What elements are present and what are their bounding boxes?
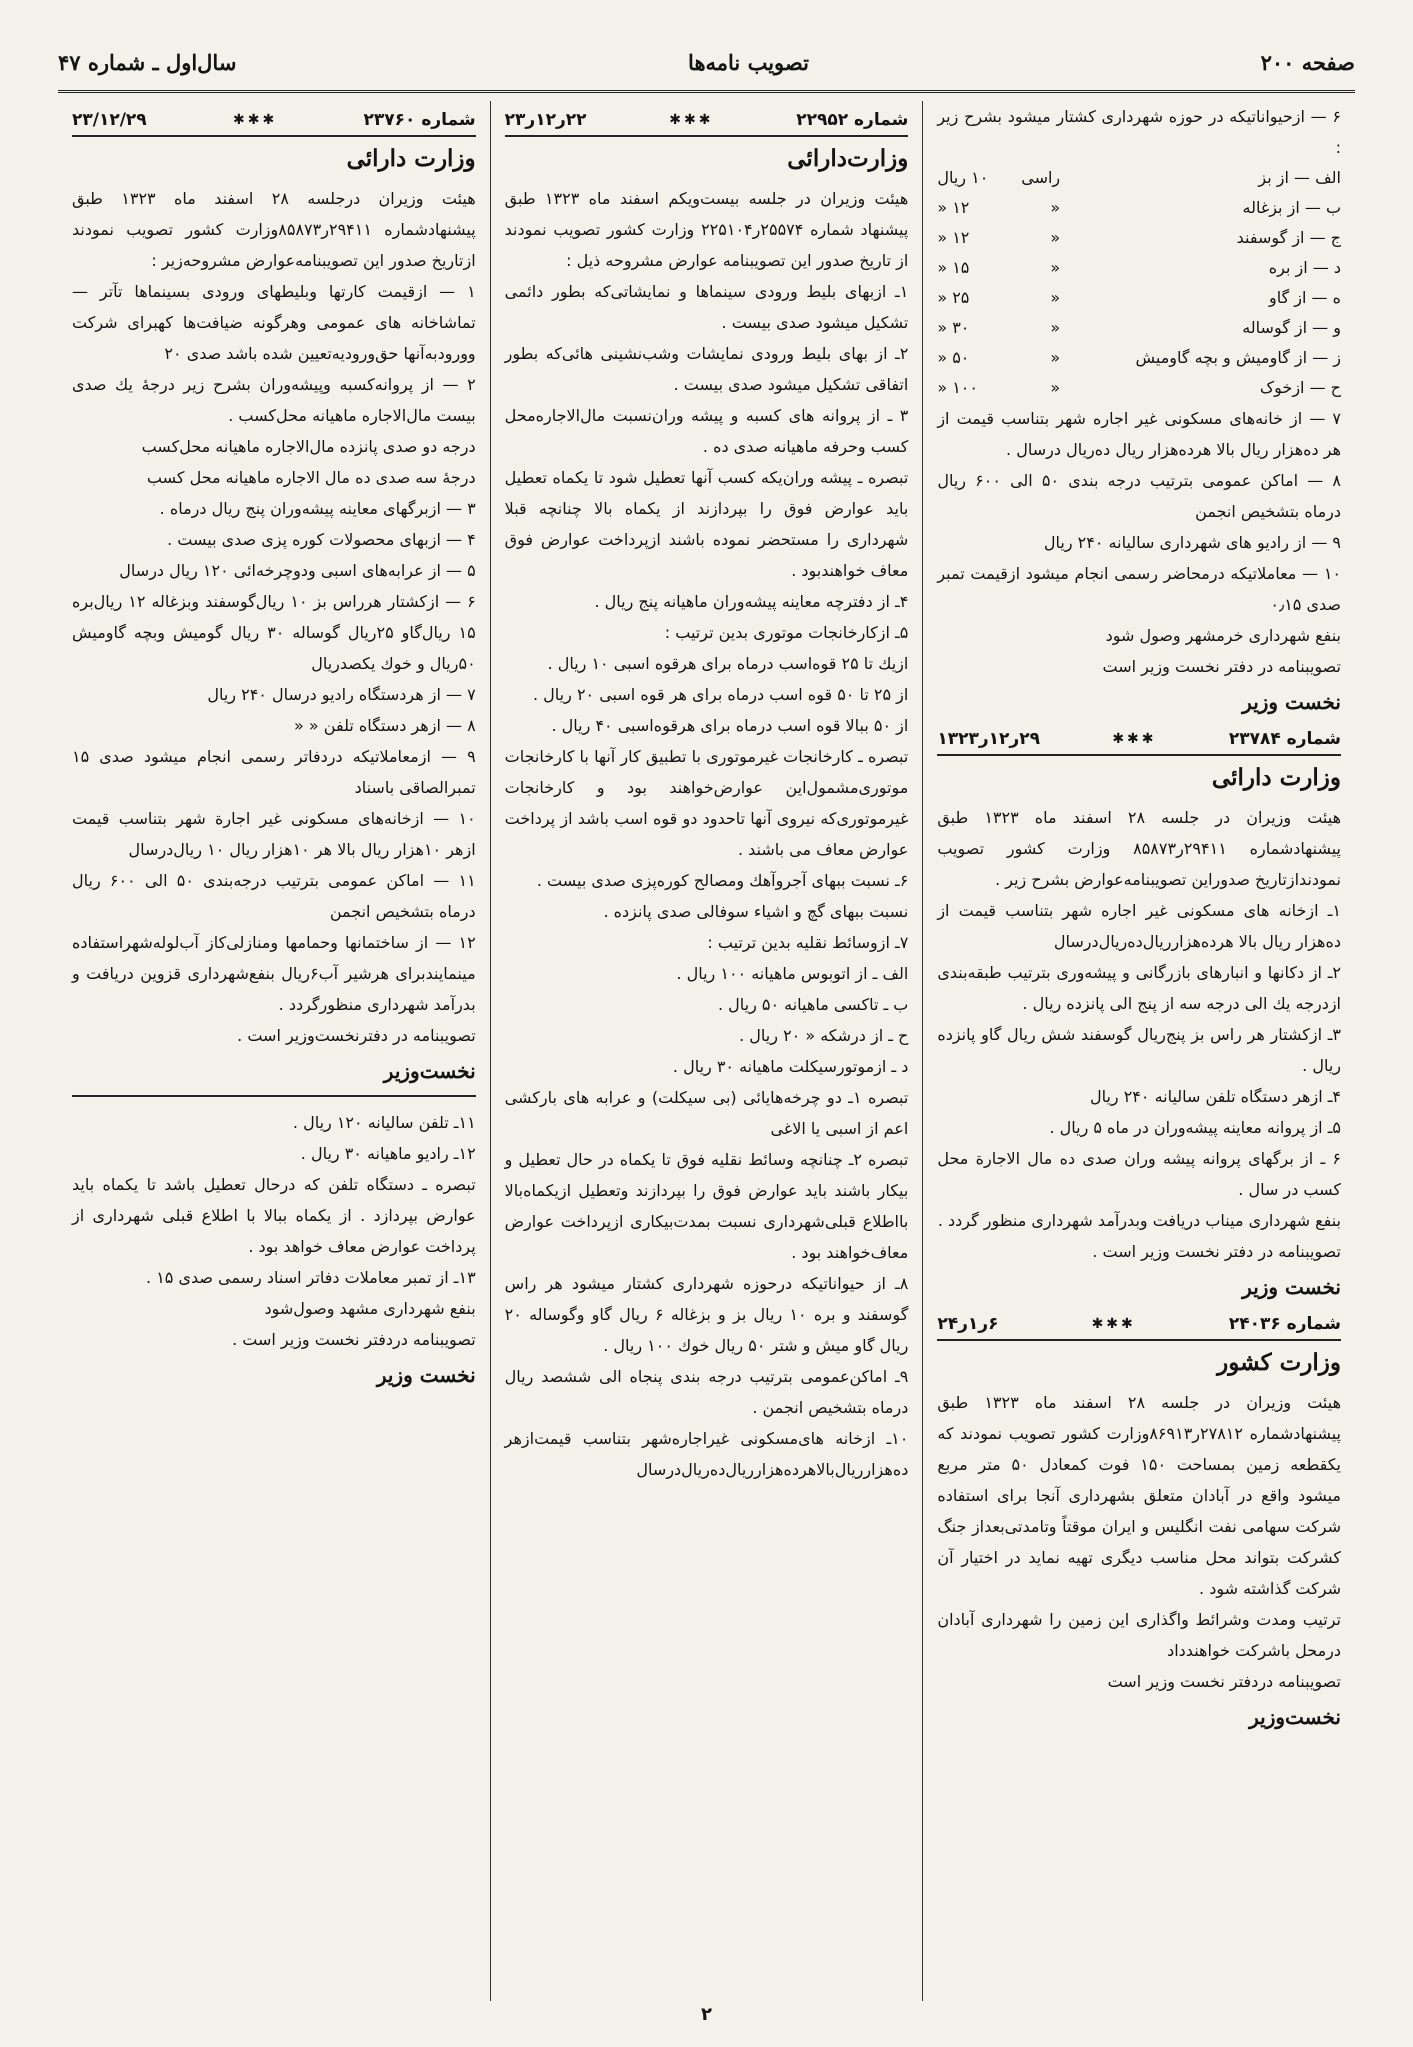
column-left xyxy=(58,101,491,2001)
rate-unit: « xyxy=(1050,348,1061,367)
column-middle xyxy=(491,101,924,2001)
paragraph: ۷ـ ازوسائط نقلیه بدین ترتیب : xyxy=(707,933,909,952)
decree-number: شماره ۲۲۹۵۲ xyxy=(796,110,909,130)
paragraph: ۶ — ازکشتار هرراس بز ۱۰ ریال‌گوسفند وبزغاله ۱۲ ریال‌بره ۱۵ ریال‌گاو ۲۵ریال گوساله ۳۰ ریال گومیش وبچه گاومیش ۵۰ریال و خوك یکصدریال xyxy=(71,592,476,673)
ministry-title: وزارت کشور xyxy=(1217,1349,1341,1376)
paragraph: ۱۰ـ ازخانه های‌مسکونی غیراجاره‌شهر بتناسب قیمت‌ازهر ده‌هزارریال‌بالاهرده‌هزارریال‌ده‌ریال‌درسال xyxy=(504,1429,909,1479)
signature: نخست‌وزیر xyxy=(383,1059,476,1083)
page-label: صفحه ۲۰۰ xyxy=(1260,49,1355,75)
rate-row xyxy=(937,343,1341,373)
paragraph: ۱۲ـ رادیو ماهیانه ۳۰ ریال . xyxy=(300,1144,476,1163)
paragraph: هیئت وزیران در جلسه ۲۸ اسفند ماه ۱۳۲۳ طبق پیشنهادشماره ۲۹۴۱۱ر۸۵۸۷۳ وزارت کشور تصویب نمودندازتاریخ صدوراین تصویبنامه‌عوارض بشرح زیر . xyxy=(937,808,1341,889)
stars-ornament: ✱✱✱ xyxy=(1091,1316,1136,1332)
decree-intro: ۶ — ازحیواناتیکه در حوزه شهرداری کشتار میشود بشرح زیر : xyxy=(937,107,1341,157)
decree-header xyxy=(505,105,909,137)
decree-header xyxy=(72,105,476,137)
ministry-title: وزارت دارائی xyxy=(1211,764,1341,791)
slaughter-rate-table xyxy=(937,163,1341,403)
paragraph: ۷ — از هردستگاه رادیو درسال ۲۴۰ ریال xyxy=(207,685,476,704)
paragraph: ۷ — از خانه‌های مسکونی غیر اجاره شهر بتناسب قیمت از هر ده‌هزار ریال بالا هرده‌هزار ریال ده‌ریال درسال . xyxy=(937,409,1341,459)
paragraph: ۲ـ از بهای بلیط ورودی نمایشات وشب‌نشینی هائی‌که بطور اتفاقی تشکیل میشود صدی بیست . xyxy=(504,344,909,394)
paragraph: بنفع شهرداری مشهد وصول‌شود xyxy=(264,1299,476,1318)
paragraph: ب ـ تاکسی ماهیانه ۵۰ ریال . xyxy=(717,995,909,1014)
rate-item: الف — از بز xyxy=(1258,168,1341,187)
rate-unit: « xyxy=(1050,318,1061,337)
paragraph: ۶ـ نسبت ببهای آجروآهك ومصالح کوره‌پزی صدی بیست . xyxy=(536,871,909,890)
stars-ornament: ✱✱✱ xyxy=(1112,731,1157,747)
paragraph: تبصره ـ کارخانجات غیرموتوری با تطبیق کار آنها با کارخانجات موتوری‌مشمول‌این عوارض‌خواهند بود و کارخانجات غیرموتوری‌که نیروی آنها تاحدود دو قوه اسب باشد از پرداخت عوارض معاف می باشند . xyxy=(504,747,909,859)
rate-value: ۲۵ « xyxy=(937,288,970,307)
paragraph: نسبت ببهای گچ و اشیاء سوفالی صدی پانزده . xyxy=(603,902,909,921)
rate-row xyxy=(937,253,1341,283)
paragraph: تبصره ـ دستگاه تلفن که درحال تعطیل باشد تا یکماه باید عوارض بپردازد . از یکماه ببالا با اطلاع قبلی شهرداری از پرداخت عوارض معاف خواهد بود . xyxy=(71,1175,476,1256)
paragraph: تبصره ۱ـ دو چرخه‌هایائی (بی سیکلت) و عرابه های بارکشی اعم از اسبی یا الاغی xyxy=(504,1088,909,1138)
paragraph: هیئت وزیران در جلسه بیست‌ویکم اسفند ماه ۱۳۲۳ طبق پیشنهاد شماره ۲۵۵۷۴ر۲۲۵۱۰۴ وزارت کشور تصویب نمودند از تاریخ صدور این تصویبنامه عوارض مشروحه ذیل : xyxy=(504,189,909,270)
decree-header xyxy=(937,724,1341,756)
paragraph: ۶ ـ از برگهای پروانه پیشه وران صدی ده مال الاجارة محل کسب در سال . xyxy=(937,1149,1341,1199)
rate-row xyxy=(937,223,1341,253)
paragraph: درجهٔ سه صدی ده مال الاجاره ماهیانه محل کسب xyxy=(146,468,476,487)
paragraph: ۱۱ — اماکن عمومی بترتیب درجه‌بندی ۵۰ الی ۶۰۰ ریال درماه بتشخیص انجمن xyxy=(71,871,476,921)
signature: نخست‌وزیر xyxy=(1249,1705,1341,1729)
paragraph: ۵ — از عرابه‌های اسبی ودوچرخه‌ائی ۱۲۰ ریال درسال xyxy=(119,561,476,580)
paragraph: ۳ — ازبرگهای معاینه پیشه‌وران پنج ریال درماه . xyxy=(159,499,476,518)
decree-number: شماره ۲۳۷۶۰ xyxy=(363,110,476,130)
paragraph: ۱ـ ازبهای بلیط ورودی سینماها و نمایشاتی‌که بطور دائمی تشکیل میشود صدی بیست . xyxy=(504,282,909,332)
paragraph: از ۲۵ تا ۵۰ قوه اسب درماه برای هر قوه اسبی ۲۰ ریال . xyxy=(533,685,909,704)
paragraph: ۵ـ از پروانه معاینه پیشه‌وران در ماه ۵ ریال . xyxy=(1049,1118,1341,1137)
paragraph: ۱۰ — معاملاتیکه درمحاضر رسمی انجام میشود ازقیمت تمبر صدی ۰٫۱۵ xyxy=(937,564,1341,614)
paragraph: ترتیب ومدت وشرائط واگذاری این زمین را شهرداری آبادان درمحل باشرکت خواهندداد xyxy=(937,1610,1341,1660)
paragraph: هیئت وزیران درجلسه ۲۸ اسفند ماه ۱۳۲۳ طبق پیشنهادشماره ۲۹۴۱۱ر۸۵۸۷۳وزارت کشور تصویب نمودند ازتاریخ صدور این تصویبنامه‌عوارض مشروحه‌زیر : xyxy=(71,189,476,270)
issue-label: سال‌اول ـ شماره ۴۷ xyxy=(58,49,237,75)
rate-value: ۱۰۰ « xyxy=(937,378,978,397)
paragraph: تصویبنامه در دفترنخست‌وزیر است . xyxy=(237,1026,476,1045)
rate-item: ز — از گاومیش و بچه گاومیش xyxy=(1135,348,1341,367)
paragraph: ۱ـ ازخانه های مسکونی غیر اجاره شهر بتناسب قیمت از ده‌هزار ریال بالا هرده‌هزارریال‌ده‌ریال‌درسال xyxy=(937,901,1341,951)
rate-row xyxy=(937,373,1341,403)
rate-row xyxy=(937,193,1341,223)
paragraph: ۱ — ازقیمت کارتها وبلیطهای ورودی بسینماها تآتر — تماشاخانه های عمومی وهرگونه ضیافت‌ها کهبرای شرکت وورودبه‌آنها حق‌ورودیه‌تعیین شده باشد صدی ۲۰ xyxy=(71,282,476,363)
rate-row xyxy=(937,283,1341,313)
paragraph: درجه دو صدی پانزده مال‌الاجاره ماهیانه محل‌کسب xyxy=(141,437,476,456)
paragraph: ۱۳ـ از تمبر معاملات دفاتر اسناد رسمی صدی ۱۵ . xyxy=(146,1268,476,1287)
rate-item: ب — از بزغاله xyxy=(1242,198,1341,217)
paragraph: ۹ — ازمعاملاتیکه دردفاتر رسمی انجام میشود صدی ۱۵ تمبرالصاقی باسناد xyxy=(71,747,476,797)
rate-value: ۳۰ « xyxy=(937,318,970,337)
rate-item: ه — از گاو xyxy=(1268,288,1341,307)
paragraph: ۴ — ازبهای محصولات کوره پزی صدی بیست . xyxy=(167,530,476,549)
section-title: تصویب نامه‌ها xyxy=(688,49,809,75)
paragraph: الف ـ از اتوبوس ماهیانه ۱۰۰ ریال . xyxy=(676,964,909,983)
page-number: ۲ xyxy=(701,2004,712,2025)
rate-value: ۱۲ « xyxy=(937,198,970,217)
rate-row xyxy=(937,313,1341,343)
paragraph: ۹ـ اماکن‌عمومی بترتیب درجه بندی پنجاه الی ششصد ریال درماه بتشخیص انجمن . xyxy=(504,1367,909,1417)
rate-value: ۵۰ « xyxy=(937,348,970,367)
decree-date: ۶ر۱ر۲۴ xyxy=(937,1314,999,1334)
paragraph: ۸ — اماکن عمومی بترتیب درجه بندی ۵۰ الی ۶۰۰ ریال درماه بتشخیص انجمن xyxy=(937,471,1341,521)
paragraph: تبصره ـ پیشه وران‌یکه کسب آنها تعطیل شود تا یکماه تعطیل باید عوارض فوق را بپردازند از یکماه بالا چنانچه قبلا شهرداری را مستحضر نموده باشند ازپرداخت عوارض فوق معاف خواهندبود . xyxy=(504,468,909,580)
paragraph: تصویبنامه در دفتر نخست وزیر است xyxy=(1102,657,1341,676)
decree-header xyxy=(937,1309,1341,1341)
rate-unit: « xyxy=(1050,228,1061,247)
rate-value: ۱۵ « xyxy=(937,258,970,277)
stars-ornament: ✱✱✱ xyxy=(233,112,278,128)
paragraph: ۵ـ ازکارخانجات موتوری بدین ترتیب : xyxy=(664,623,909,642)
paragraph: د ـ ازموتورسیکلت ماهیانه ۳۰ ریال . xyxy=(672,1057,909,1076)
rate-item: و — از گوساله xyxy=(1242,318,1341,337)
rate-value: ۱۲ « xyxy=(937,228,970,247)
paragraph: ۳ ـ از پروانه های کسبه و پیشه وران‌نسبت مال‌الاجاره‌محل کسب وحرفه ماهیانه صدی ده . xyxy=(504,406,909,456)
paragraph: ۳ـ ازکشتار هر راس بز پنج‌ریال گوسفند شش ریال گاو پانزده ریال . xyxy=(937,1025,1341,1075)
rate-item: ح — ازخوک xyxy=(1259,378,1341,397)
signature: نخست وزیر xyxy=(1242,690,1341,714)
paragraph: بنفع شهرداری میناب دریافت وبدرآمد شهرداری منظور گردد . xyxy=(937,1211,1341,1230)
column-right xyxy=(923,101,1355,2001)
paragraph: ۱۲ — از ساختمانها وحمامها ومنازلی‌کاز آب‌لوله‌شهراستفاده مینمایندبرای هرشیر آب۶ریال بنفع‌شهرداری قزوین دریافت و بدرآمد شهرداری منظورگردد . xyxy=(71,933,476,1014)
paragraph: ۸ — ازهر دستگاه تلفن « « xyxy=(294,716,476,735)
paragraph: از ۵۰ ببالا قوه اسب درماه برای هرقوه‌اسبی ۴۰ ریال . xyxy=(551,716,909,735)
decree-date: ۲۲ر۱۲ر۲۳ xyxy=(504,110,587,130)
running-head xyxy=(58,34,1355,93)
paragraph: ۹ — از رادیو های شهرداری سالیانه ۲۴۰ ریال xyxy=(1043,533,1341,552)
ministry-title: وزارت‌دارائی xyxy=(787,145,909,172)
rate-item: ج — از گوسفند xyxy=(1236,228,1341,247)
decree-number: شماره ۲۴۰۳۶ xyxy=(1228,1314,1341,1334)
signature: نخست وزیر xyxy=(1242,1275,1341,1299)
paragraph: ۲ — از پروانه‌کسبه وپیشه‌وران بشرح زیر درجهٔ یك صدی بیست مال‌الاجاره ماهیانه محل‌کسب . xyxy=(71,375,476,425)
rate-unit: « xyxy=(1050,378,1061,397)
paragraph: ۴ـ ازهر دستگاه تلفن سالیانه ۲۴۰ ریال xyxy=(1089,1087,1341,1106)
decree-date: ۲۹ر۱۲ر۱۳۲۳ xyxy=(937,729,1040,749)
paragraph: ۴ـ از دفترچه معاینه پیشه‌وران ماهیانه پنج ریال . xyxy=(594,592,909,611)
decree-number: شماره ۲۳۷۸۴ xyxy=(1228,729,1341,749)
paragraph: ۱۰ — ازخانه‌های مسکونی غیر اجارة شهر بتناسب قیمت ازهر ۱۰هزار ریال بالا هر ۱۰هزار ریال ۱۰ ریال‌درسال xyxy=(71,809,476,859)
paragraph: ۱۱ـ تلفن سالیانه ۱۲۰ ریال . xyxy=(292,1113,476,1132)
rate-row xyxy=(937,163,1341,193)
columns xyxy=(58,101,1355,2001)
paragraph: تصویبنامه دردفتر نخست وزیر است xyxy=(1107,1672,1341,1691)
decree-date: ۲۳/۱۲/۲۹ xyxy=(72,110,147,130)
divider xyxy=(72,1095,476,1097)
paragraph: تصویبنامه دردفتر نخست وزیر است . xyxy=(232,1330,476,1349)
rate-unit: راسی xyxy=(1021,168,1061,187)
rate-unit: « xyxy=(1050,198,1061,217)
paragraph: ۲ـ از دکانها و انبارهای بازرگانی و پیشه‌وری بترتیب طبقه‌بندی ازدرجه یك الی درجه سه از پنج الی پانزده ریال . xyxy=(937,963,1341,1013)
stars-ornament: ✱✱✱ xyxy=(669,112,714,128)
signature: نخست وزیر xyxy=(376,1363,476,1387)
paragraph: تصویبنامه در دفتر نخست وزیر است . xyxy=(1092,1242,1341,1261)
rate-value: ۱۰ ریال xyxy=(937,168,989,187)
paragraph: تبصره ۲ـ چنانچه وسائط نقلیه فوق تا یکماه در حال تعطیل و بیکار باشند باید عوارض فوق را بپردازند وتعطیل ازیکماه‌بالا بااطلاع قبلی‌شهرداری نسبت بمدت‌بیکاری ازپرداخت عوارض معاف‌خواهند بود . xyxy=(504,1150,909,1262)
rate-unit: « xyxy=(1050,288,1061,307)
paragraph: هیئت وزیران در جلسه ۲۸ اسفند ماه ۱۳۲۳ طبق پیشنهادشماره ۲۷۸۱۲ر۸۶۹۱۳وزارت کشور تصویب نمودند که یکقطعه زمین بمساحت ۱۵۰ فوت کمعادل ۵۰ متر مربع میشود واقع در آبادان متعلق بشهرداری آنجا برای استفاده شرکت سهامی نفت انگلیس و ایران موقتاً وتامدتی‌بعداز جنگ کشرکت بتواند محل مناسب دیگری تهیه نماید در اختیار آن شرکت گذاشته شود . xyxy=(937,1393,1342,1598)
ministry-title: وزارت دارائی xyxy=(346,145,476,172)
rate-unit: « xyxy=(1050,258,1061,277)
paragraph: ح ـ از درشکه « ۲۰ ریال . xyxy=(739,1026,909,1045)
paragraph: بنفع شهرداری خرمشهر وصول شود xyxy=(1105,626,1341,645)
paragraph: ازیك تا ۲۵ قوه‌اسب درماه برای هرقوه اسبی ۱۰ ریال . xyxy=(547,654,909,673)
rate-item: د — از بره xyxy=(1268,258,1341,277)
paragraph: ۸ـ از حیواناتیکه درحوزه شهرداری کشتار میشود هر راس گوسفند و بره ۱۰ ریال بز و بزغاله ۶ ریال گاو وگوساله ۲۰ ریال گاو میش و شتر ۵۰ ریال خوك ۱۰۰ ریال . xyxy=(504,1274,909,1355)
